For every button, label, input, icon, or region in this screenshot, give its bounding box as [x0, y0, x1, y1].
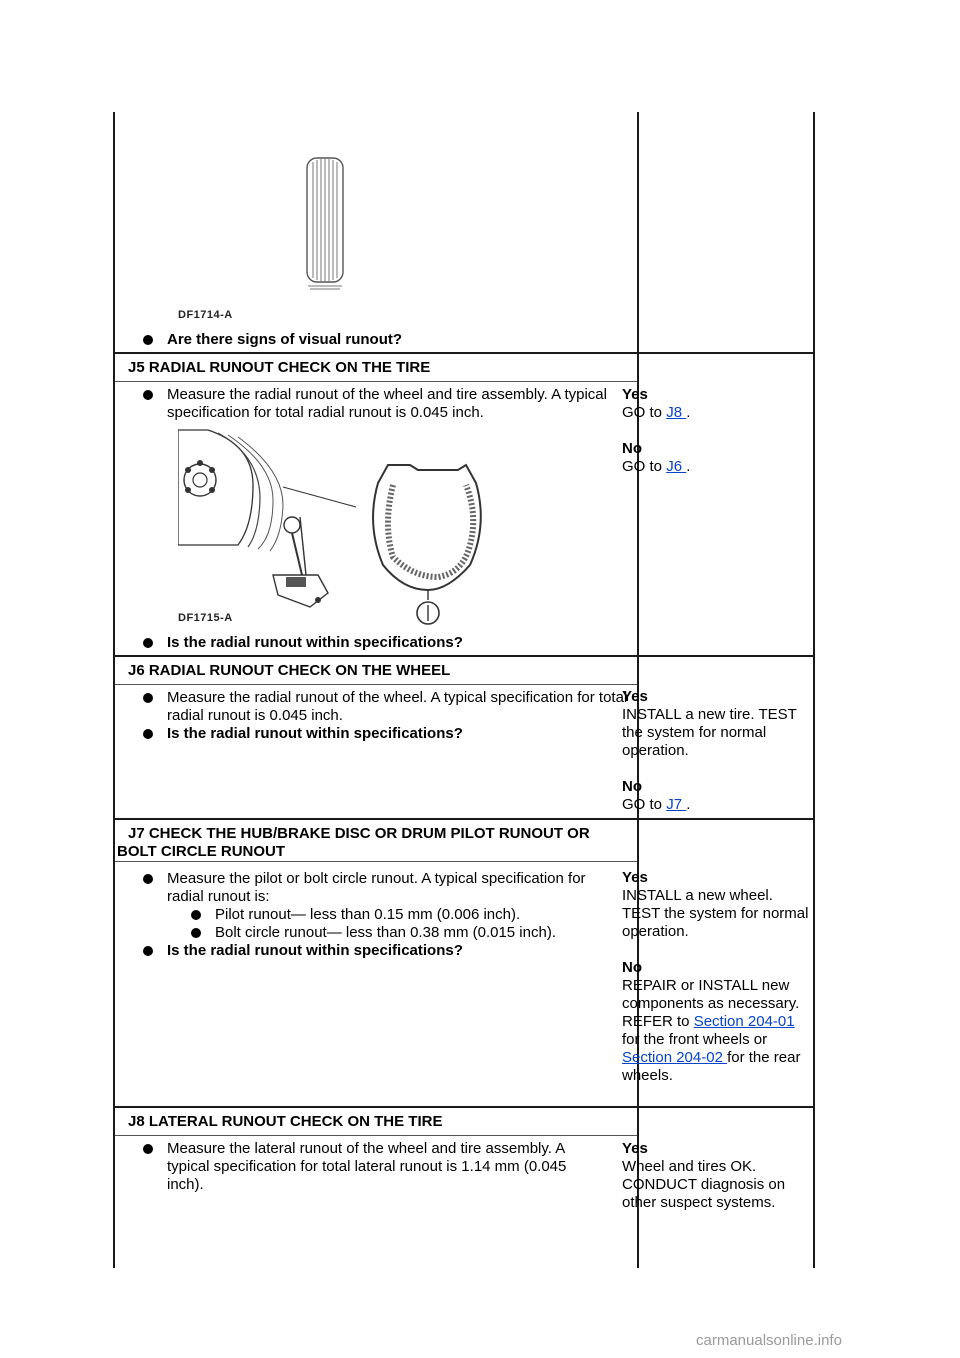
bullet-text: Bolt circle runout— less than 0.38 mm (0.015 inch).	[215, 924, 556, 941]
header-underline-j6	[115, 684, 637, 685]
table-left-border	[113, 112, 115, 1268]
j5-bullet-measure	[167, 386, 607, 422]
bullet-icon	[143, 729, 153, 739]
bullet-icon	[143, 874, 153, 884]
j7-title-line1: J7 CHECK THE HUB/BRAKE DISC OR DRUM PILOT RUNOUT OR	[128, 825, 590, 842]
figure-label-df1715: DF1715-A	[178, 612, 233, 624]
header-underline-j8	[115, 1135, 637, 1136]
j6-no-label: No	[622, 778, 642, 795]
j6-bullet-within-spec	[167, 725, 627, 743]
j6-yes-label: Yes	[622, 688, 648, 705]
radial-runout-figure	[178, 425, 498, 630]
header-underline-j5	[115, 381, 637, 382]
j8-bullet-measure	[167, 1140, 607, 1194]
bullet-icon	[143, 946, 153, 956]
j5-no-label: No	[622, 440, 642, 457]
j7-yes-label: Yes	[622, 869, 648, 886]
radial-runout-illustration	[178, 425, 498, 630]
j5-yes-suffix: .	[686, 404, 691, 421]
j7-sub-bolt-circle-runout	[215, 924, 615, 942]
j6-bullet-measure	[167, 689, 632, 725]
row-divider-j7	[113, 818, 815, 820]
j7-bullet-within-spec	[167, 942, 627, 960]
j5-yes-label: Yes	[622, 386, 648, 403]
tire-tread-illustration	[300, 152, 350, 292]
j8-answer	[622, 1140, 807, 1212]
bullet-text: Is the radial runout within specifications?	[167, 634, 463, 651]
j5-bullet-within-spec	[167, 634, 627, 652]
bullet-text: Is the radial runout within specifications?	[167, 942, 463, 959]
j6-yes-text: INSTALL a new tire. TEST the system for normal operation.	[622, 706, 797, 759]
j6-no-prefix: GO to	[622, 796, 667, 813]
tire-tread-figure	[300, 152, 350, 292]
j5-yes-prefix: GO to	[622, 404, 667, 421]
j8-yes-label: Yes	[622, 1140, 648, 1157]
bullet-icon	[143, 693, 153, 703]
bullet-text: Is the radial runout within specifications?	[167, 725, 463, 742]
j7-sub-pilot-runout	[215, 906, 615, 924]
table-right-border	[813, 112, 815, 1268]
bullet-text: Measure the pilot or bolt circle runout. A typical specification for radial runout is:	[167, 870, 586, 905]
j8-yes-text: Wheel and tires OK. CONDUCT diagnosis on other suspect systems.	[622, 1158, 786, 1211]
bullet-icon	[143, 1144, 153, 1154]
link-j8[interactable]: J8	[666, 404, 687, 421]
bullet-icon	[191, 910, 201, 920]
j7-bullet-measure	[167, 870, 622, 906]
site-watermark: carmanualsonline.info	[696, 1332, 842, 1349]
link-j7[interactable]: J7	[666, 796, 687, 813]
j4-bullet-visual-runout	[167, 331, 627, 349]
bullet-icon	[191, 928, 201, 938]
link-section-204-01[interactable]: Section 204-01	[693, 1013, 795, 1030]
bullet-icon	[143, 335, 153, 345]
j8-title: J8 LATERAL RUNOUT CHECK ON THE TIRE	[128, 1113, 443, 1130]
j7-no-text2: for the front wheels or	[622, 1031, 768, 1048]
j5-answer	[622, 386, 814, 476]
bullet-icon	[143, 638, 153, 648]
bullet-icon	[143, 390, 153, 400]
figure-label-df1714: DF1714-A	[178, 309, 233, 321]
j7-no-text3: for the rear wheels.	[622, 1049, 801, 1084]
bullet-text: Pilot runout— less than 0.15 mm (0.006 inch).	[215, 906, 521, 923]
link-section-204-02[interactable]: Section 204-02	[622, 1049, 728, 1066]
row-divider-j8	[113, 1106, 815, 1108]
j7-no-text1: REPAIR or INSTALL new components as necessary. REFER to	[622, 977, 800, 1030]
j6-title: J6 RADIAL RUNOUT CHECK ON THE WHEEL	[128, 662, 451, 679]
row-divider-j6	[113, 655, 815, 657]
j7-yes-text: INSTALL a new wheel. TEST the system for normal operation.	[622, 887, 809, 940]
j6-no-suffix: .	[686, 796, 691, 813]
j5-no-suffix: .	[686, 458, 691, 475]
j7-answer	[622, 869, 814, 1085]
j6-answer	[622, 688, 802, 814]
bullet-text: Measure the lateral runout of the wheel and tire assembly. A typical specification for total lateral runout is 1.14 mm (0.045 inch).	[167, 1140, 567, 1193]
bullet-text: Are there signs of visual runout?	[167, 331, 403, 348]
j7-title-line2: BOLT CIRCLE RUNOUT	[117, 843, 286, 860]
j7-no-label: No	[622, 959, 642, 976]
bullet-text: Measure the radial runout of the wheel and tire assembly. A typical specification for total radial runout is 0.045 inch.	[167, 386, 607, 421]
row-divider-j5	[113, 352, 815, 354]
link-j6[interactable]: J6	[666, 458, 687, 475]
j5-title: J5 RADIAL RUNOUT CHECK ON THE TIRE	[128, 359, 431, 376]
j5-no-prefix: GO to	[622, 458, 667, 475]
header-underline-j7	[115, 861, 637, 862]
bullet-text: Measure the radial runout of the wheel. A typical specification for total radial runout is 0.045 inch.	[167, 689, 628, 724]
